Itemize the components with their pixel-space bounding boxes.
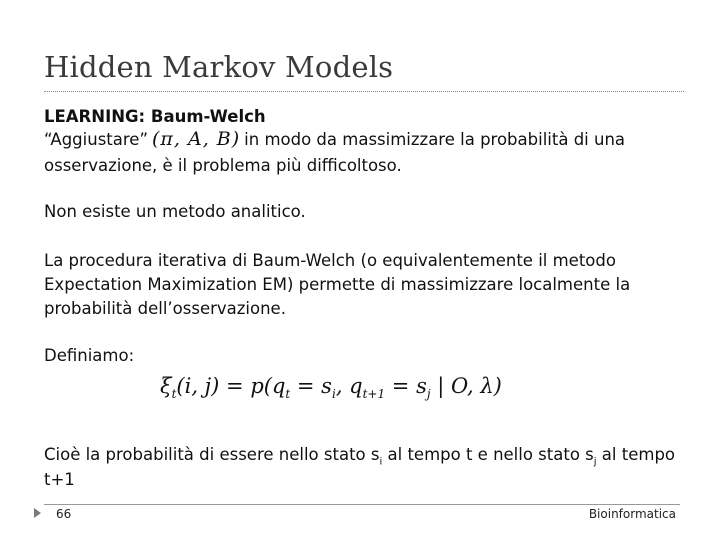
formula-comma-q: , q [335,374,363,398]
formula-s-sub-j: j [426,387,431,402]
explanation-sub-j: j [593,456,597,468]
formula-eq1: = s [290,374,332,398]
formula-q-sub: t [285,387,291,402]
quoted-word: “Aggiustare” [44,130,148,149]
explanation-sub-i: i [379,456,383,468]
paragraph-3-line-1: La procedura iterativa di Baum-Welch (o equivalentemente il metodo [44,251,616,270]
paragraph-1-line-2: osservazione, è il problema più difficoltoso. [44,156,402,175]
footer-divider [44,504,680,505]
slide-footer [0,500,720,540]
explanation-text-b: al tempo t e nello stato s [382,445,594,464]
explanation-line-1 [44,443,675,473]
formula-q-sub2: t+1 [362,387,386,402]
title-divider [44,91,684,92]
formula-eq2: = s [385,374,427,398]
course-name: Bioinformatica [588,507,676,521]
xi-formula [160,374,502,401]
formula-lhs-sub: t [171,387,177,402]
paragraph-1-text: in modo da massimizzare la probabilità di una [244,130,626,149]
page-number: 66 [56,507,72,521]
paragraph-3-line-2: Expectation Maximization EM) permette di massimizzare localmente la [44,275,631,294]
formula-s-sub-i: i [331,387,336,402]
triangle-bullet-icon [34,508,41,518]
section-heading: LEARNING: Baum-Welch [44,107,266,126]
inline-formula: (π, A, B) [152,128,241,150]
explanation-text-c: al tempo [596,445,676,464]
formula-lhs: ξ [160,374,172,398]
define-label: Definiamo: [44,346,135,365]
paragraph-2: Non esiste un metodo analitico. [44,202,306,221]
formula-args: (i, j) = p(q [176,374,286,398]
formula-rest: | O, λ) [430,374,502,398]
explanation-text-a: Cioè la probabilità di essere nello stato s [44,445,380,464]
explanation-line-2: t+1 [44,470,75,489]
paragraph-3-line-3: probabilità dell’osservazione. [44,299,286,318]
slide-title: Hidden Markov Models [44,50,394,84]
paragraph-1-line-1 [44,128,625,151]
